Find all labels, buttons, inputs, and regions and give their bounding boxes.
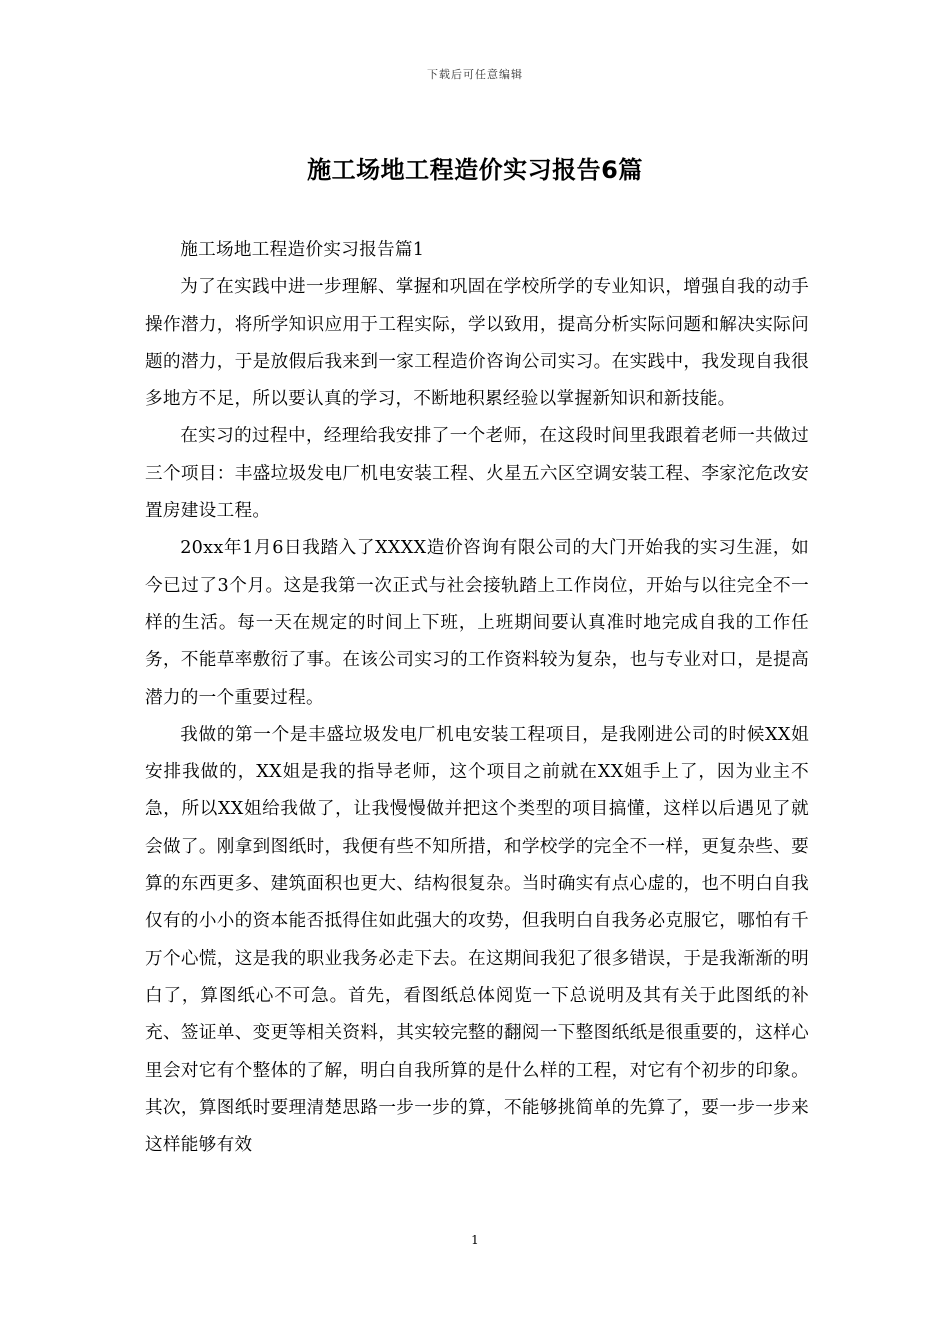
paragraph: 我做的第一个是丰盛垃圾发电厂机电安装工程项目，是我刚进公司的时候XX姐安排我做的，XX姐是我的指导老师，这个项目之前就在XX姐手上了，因为业主不急，所以XX姐给我做了，让我慢慢做并把这个类型的项目搞懂，这样以后遇见了就会做了。刚拿到图纸时，我便有些不知所措，和学校学的完全不一样，更复杂些、要算的东西更多、建筑面积也更大、结构很复杂。当时确实有点心虚的，也不明白自我仅有的小小的资本能否抵得住如此强大的攻势，但我明白自我务必克服它，哪怕有千万个心慌，这是我的职业我务必走下去。在这期间我犯了很多错误，于是我渐渐的明白了，算图纸心不可急。首先，看图纸总体阅览一下总说明及其有关于此图纸的补充、签证单、变更等相关资料，其实较完整的翻阅一下整图纸纸是很重要的，这样心里会对它有个整体的了解，明白自我所算的是什么样的工程，对它有个初步的印象。其次，算图纸时要理清楚思路一步一步的算，不能够挑简单的先算了，要一步一步来这样能够有效 [145, 724, 809, 1156]
paragraph: 为了在实践中进一步理解、掌握和巩固在学校所学的专业知识，增强自我的动手操作潜力，将所学知识应用于工程实际，学以致用，提高分析实际问题和解决实际问题的潜力，于是放假后我来到一家工程造价咨询公司实习。在实践中，我发现自我很多地方不足，所以要认真的学习，不断地积累经验以掌握新知识和新技能。 [145, 277, 809, 410]
page-number: 1 [471, 1233, 479, 1247]
document-title: 施工场地工程造价实习报告6篇 [307, 156, 643, 184]
paragraph: 在实习的过程中，经理给我安排了一个老师，在这段时间里我跟着老师一共做过三个项目：丰盛垃圾发电厂机电安装工程、火星五六区空调安装工程、李家沱危改安置房建设工程。 [145, 426, 809, 522]
document-body [145, 232, 809, 1164]
header-note: 下载后可任意编辑 [427, 68, 523, 81]
section-heading: 施工场地工程造价实习报告篇1 [180, 240, 425, 260]
paragraph: 20xx年1月6日我踏入了XXXX造价咨询有限公司的大门开始我的实习生涯，如今已过了3个月。这是我第一次正式与社会接轨踏上工作岗位，开始与以往完全不一样的生活。每一天在规定的时间上下班，上班期间要认真准时地完成自我的工作任务，不能草率敷衍了事。在该公司实习的工作资料较为复杂，也与专业对口，是提高潜力的一个重要过程。 [145, 538, 809, 708]
